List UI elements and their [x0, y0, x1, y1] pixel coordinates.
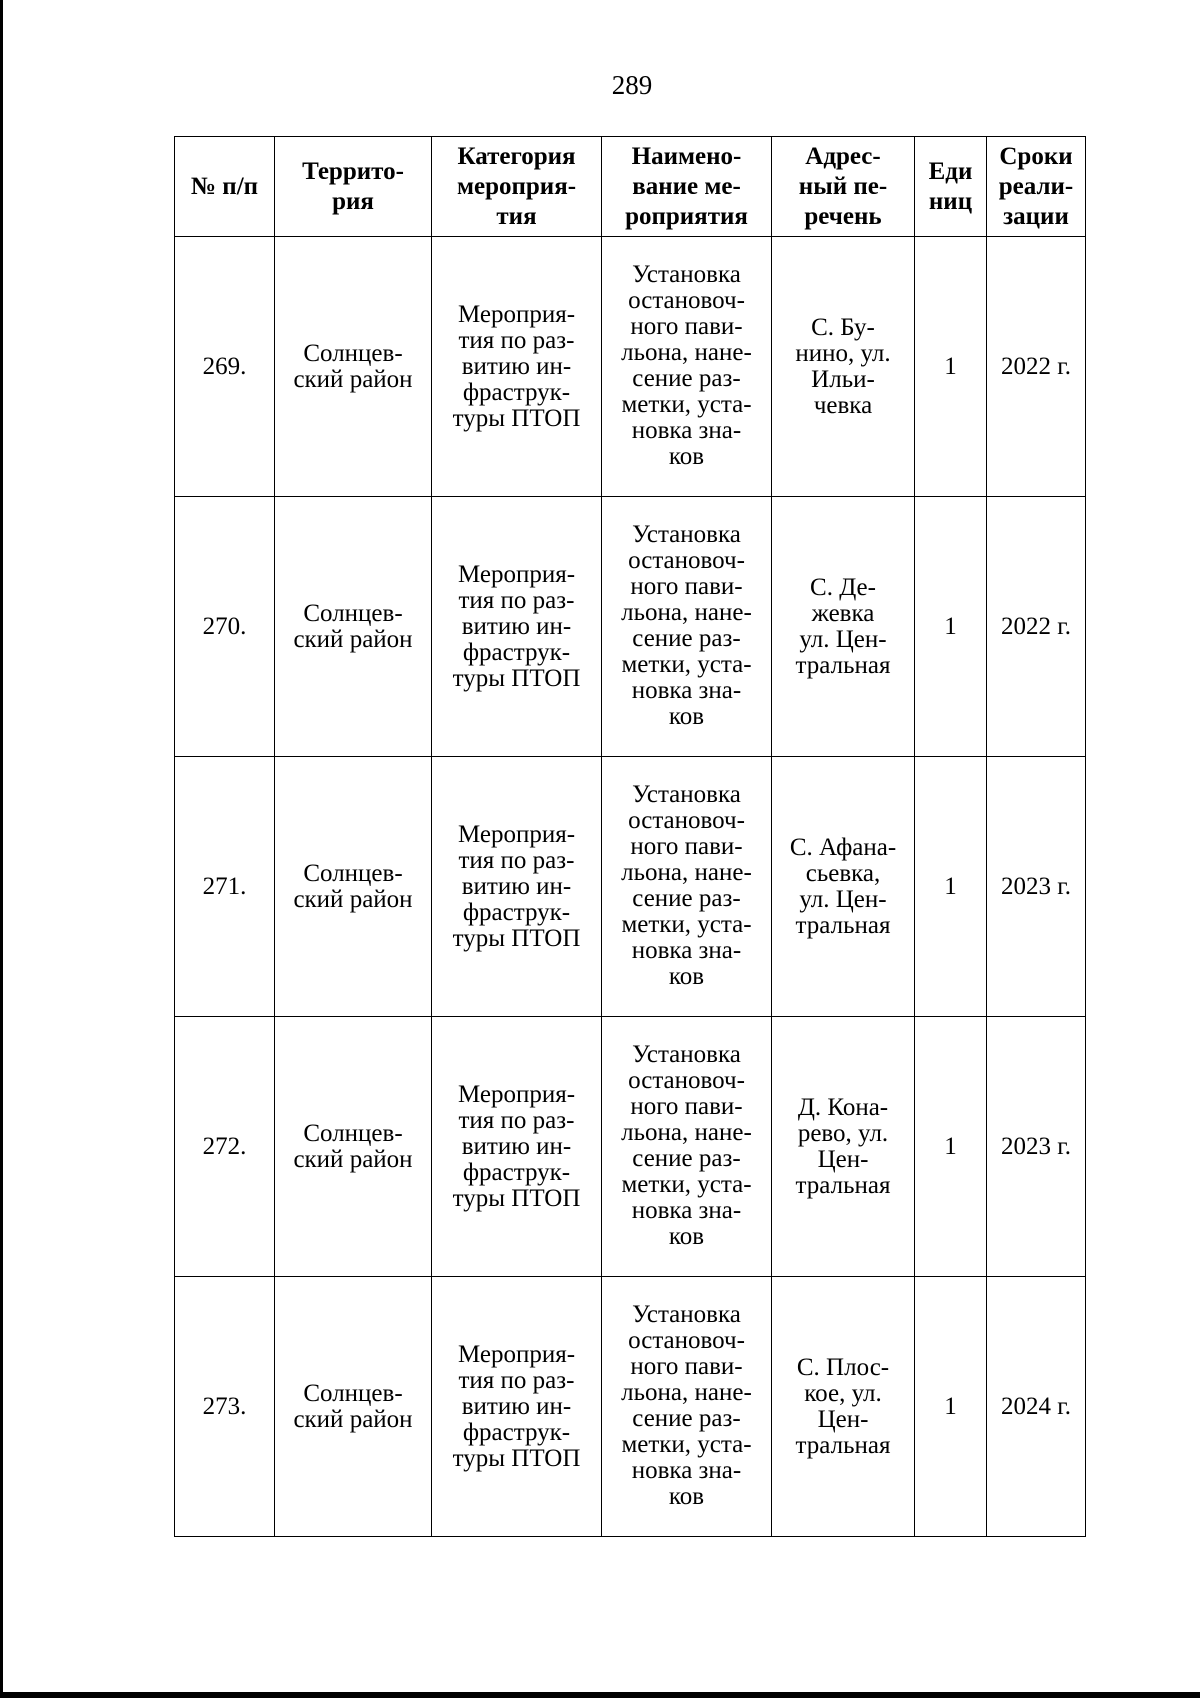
cell-address: Д. Кона- рево, ул. Цен- тральная	[772, 1017, 915, 1277]
table-row	[175, 1277, 1086, 1537]
scan-edge-left	[0, 0, 3, 1698]
header-territory: Террито- рия	[275, 137, 432, 237]
cell-units: 1	[915, 497, 987, 757]
table-row	[175, 1017, 1086, 1277]
cell-category: Мероприя- тия по раз- витию ин- фраструк- туры ПТОП	[432, 1277, 602, 1537]
table-row	[175, 497, 1086, 757]
cell-territory: Солнцев- ский район	[275, 1277, 432, 1537]
page-number: 289	[611, 70, 653, 100]
header-units: Еди ниц	[915, 137, 987, 237]
cell-term: 2023 г.	[987, 757, 1086, 1017]
cell-number: 269.	[175, 237, 275, 497]
cell-address: С. Де- жевка ул. Цен- тральная	[772, 497, 915, 757]
cell-units: 1	[915, 237, 987, 497]
header-term: Сроки реали- зации	[987, 137, 1086, 237]
cell-number: 273.	[175, 1277, 275, 1537]
table-row	[175, 757, 1086, 1017]
cell-number: 271.	[175, 757, 275, 1017]
cell-name: Установка остановоч- ного пави- льона, нане- сение раз- метки, уста- новка зна- ков	[602, 497, 772, 757]
cell-term: 2022 г.	[987, 497, 1086, 757]
table-header-row	[175, 137, 1086, 237]
header-number: № п/п	[175, 137, 275, 237]
cell-territory: Солнцев- ский район	[275, 757, 432, 1017]
cell-term: 2022 г.	[987, 237, 1086, 497]
header-category: Категория мероприя- тия	[432, 137, 602, 237]
cell-term: 2024 г.	[987, 1277, 1086, 1537]
cell-name: Установка остановоч- ного пави- льона, нане- сение раз- метки, уста- новка зна- ков	[602, 757, 772, 1017]
cell-name: Установка остановоч- ного пави- льона, нане- сение раз- метки, уста- новка зна- ков	[602, 1017, 772, 1277]
cell-units: 1	[915, 757, 987, 1017]
cell-units: 1	[915, 1277, 987, 1537]
cell-territory: Солнцев- ский район	[275, 237, 432, 497]
cell-term: 2023 г.	[987, 1017, 1086, 1277]
measures-table	[174, 136, 1086, 1537]
header-address: Адрес- ный пе- речень	[772, 137, 915, 237]
cell-number: 270.	[175, 497, 275, 757]
cell-name: Установка остановоч- ного пави- льона, нане- сение раз- метки, уста- новка зна- ков	[602, 1277, 772, 1537]
cell-address: С. Бу- нино, ул. Ильи- чевка	[772, 237, 915, 497]
cell-name: Установка остановоч- ного пави- льона, нане- сение раз- метки, уста- новка зна- ков	[602, 237, 772, 497]
cell-address: С. Афана- сьевка, ул. Цен- тральная	[772, 757, 915, 1017]
header-name: Наимено- вание ме- роприятия	[602, 137, 772, 237]
cell-territory: Солнцев- ский район	[275, 497, 432, 757]
scan-edge-bottom	[0, 1692, 1200, 1698]
cell-number: 272.	[175, 1017, 275, 1277]
cell-category: Мероприя- тия по раз- витию ин- фраструк- туры ПТОП	[432, 757, 602, 1017]
table-row	[175, 237, 1086, 497]
cell-category: Мероприя- тия по раз- витию ин- фраструк- туры ПТОП	[432, 497, 602, 757]
cell-units: 1	[915, 1017, 987, 1277]
cell-category: Мероприя- тия по раз- витию ин- фраструк- туры ПТОП	[432, 1017, 602, 1277]
cell-territory: Солнцев- ский район	[275, 1017, 432, 1277]
cell-category: Мероприя- тия по раз- витию ин- фраструк- туры ПТОП	[432, 237, 602, 497]
cell-address: С. Плос- кое, ул. Цен- тральная	[772, 1277, 915, 1537]
